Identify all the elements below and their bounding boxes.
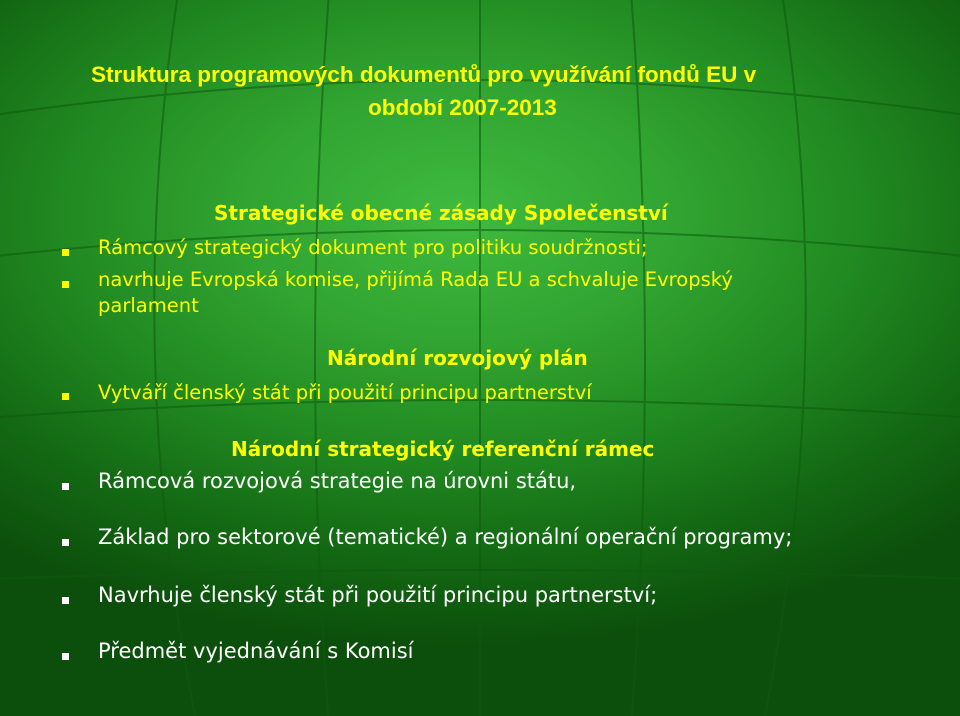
title-line-2: období 2007-2013 (368, 95, 557, 120)
section1-bullet-2-line-1: navrhuje Evropská komise, přijímá Rada EU a schvaluje Evropský (98, 268, 733, 291)
square-bullet-icon (62, 597, 69, 604)
title-line-1: Struktura programových dokumentů pro využívání fondů EU v (91, 62, 757, 87)
section-heading-national-development-plan: Národní rozvojový plán (327, 346, 588, 370)
slide-title (91, 58, 891, 124)
section3-bullet-3: Navrhuje členský stát při použití principu partnerství; (98, 583, 658, 607)
section1-bullet-1: Rámcový strategický dokument pro politiku soudržnosti; (98, 236, 648, 259)
square-bullet-icon (62, 249, 69, 256)
square-bullet-icon (62, 539, 69, 546)
section-heading-strategic-guidelines: Strategické obecné zásady Společenství (214, 201, 668, 225)
section3-bullet-2: Základ pro sektorové (tematické) a regionální operační programy; (98, 525, 793, 549)
section3-bullet-4: Předmět vyjednávání s Komisí (98, 639, 414, 663)
section2-bullet-1: Vytváří členský stát při použití principu partnerství (98, 381, 592, 404)
square-bullet-icon (62, 653, 69, 660)
square-bullet-icon (62, 483, 69, 490)
section3-bullet-1: Rámcová rozvojová strategie na úrovni státu, (98, 469, 577, 493)
section-heading-nsrf: Národní strategický referenční rámec (231, 437, 655, 461)
square-bullet-icon (62, 281, 69, 288)
square-bullet-icon (62, 393, 69, 400)
section1-bullet-2-line-2: parlament (98, 294, 199, 317)
